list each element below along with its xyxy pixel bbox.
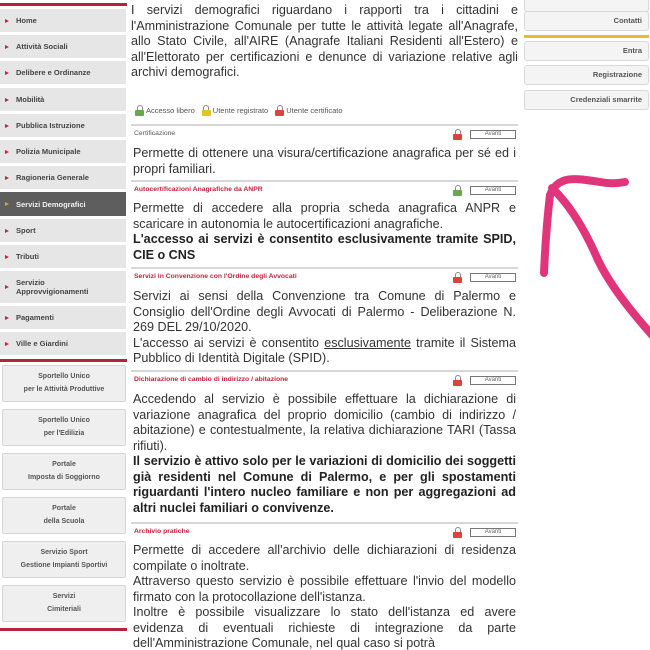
sidebar-item-label: Ville e Giardini: [16, 339, 68, 348]
sidebar-item-label: Ragioneria Generale: [16, 173, 89, 182]
intro-text: I servizi demografici riguardano i rapporti tra i cittadini e l'Amministrazione Comunale per tutte le attività legate all'Anagrafe, allo Stato Civile, all'AIRE (Anagrafe Italiani Residenti all'Estero) e all'Elettorato per certificazioni e denunce di variazione relative agli archivi demografici.: [131, 3, 518, 79]
section-body-text: Permette di accedere all'archivio delle dichiarazioni di residenza compilate o inoltrate.: [133, 543, 516, 573]
portal-servizio-sport[interactable]: [2, 541, 126, 578]
sidebar-item-label: Tributi: [16, 252, 39, 261]
section-description: [133, 289, 516, 367]
portal-line2: per le Attività Produttive: [23, 386, 105, 393]
lock-yellow-icon: [202, 105, 211, 116]
sidebar-item-label: Home: [16, 16, 37, 25]
main-content: [131, 0, 518, 650]
legend-certified-label: Utente certificato: [286, 106, 343, 115]
section-actions: [453, 185, 516, 196]
bullet-icon: [5, 176, 9, 180]
bullet-icon: [5, 124, 9, 128]
sidebar-divider: [0, 359, 127, 362]
portal-imposta-soggiorno[interactable]: [2, 453, 126, 490]
sidebar-item-label: Delibere e Ordinanze: [16, 68, 91, 77]
avanti-button[interactable]: Avanti: [470, 130, 516, 139]
legend-registered-label: Utente registrato: [212, 106, 269, 115]
portal-line1: Servizi: [52, 593, 76, 600]
sidebar-bottom-divider: [0, 628, 127, 631]
right-divider: [524, 35, 649, 38]
section-body-text-2: Attraverso questo servizio è possibile effettuare l'invio del modello firmato con la protocollazione dell'istanza.: [133, 574, 516, 604]
sidebar-item-mobilita[interactable]: [0, 88, 126, 111]
bullet-icon: [5, 285, 9, 289]
sidebar-item-servizi-demografici[interactable]: [0, 192, 126, 216]
sidebar-item-ragioneria-generale[interactable]: [0, 166, 126, 189]
bullet-icon: [5, 255, 9, 259]
portal-scuola[interactable]: [2, 497, 126, 534]
section-description: Permette di ottenere una visura/certificazione anagrafica per sé ed i propri familiari.: [133, 146, 516, 176]
sidebar-item-tributi[interactable]: [0, 245, 126, 268]
sidebar-item-sport[interactable]: [0, 219, 126, 242]
sidebar-item-pubblica-istruzione[interactable]: [0, 114, 126, 137]
section-actions: [453, 129, 516, 140]
bullet-icon: [5, 229, 9, 233]
lock-red-icon: [453, 272, 462, 283]
legend-certified: [275, 105, 342, 116]
section-actions: [453, 375, 516, 386]
portal-line2: Gestione Impianti Sportivi: [20, 562, 108, 569]
bullet-icon: [5, 71, 9, 75]
section-actions: [453, 272, 516, 283]
sidebar-item-polizia-municipale[interactable]: [0, 140, 126, 163]
portal-line2: per l'Edilizia: [43, 430, 85, 437]
portal-line1: Sportello Unico: [38, 417, 90, 424]
lock-green-icon: [453, 185, 462, 196]
section-title: Dichiarazione di cambio di indirizzo / abitazione: [134, 376, 289, 383]
section-notice: Il servizio è attivo solo per le variazioni di domicilio dei soggetti già residenti nel Comune di Palermo, e per gli spostamenti riguardanti l'intero nucleo familiare e non per aggregazioni ad altri nuclei familiari o convivenze.: [133, 454, 516, 515]
section-description: [133, 543, 516, 650]
section-description: [133, 201, 516, 263]
bullet-icon: [5, 19, 9, 23]
portal-line2: Cimiteriali: [47, 606, 81, 613]
portal-line1: Sportello Unico: [38, 373, 90, 380]
portal-line2: Imposta di Soggiorno: [28, 474, 100, 481]
bullet-icon: [5, 45, 9, 49]
sidebar-item-label: Attività Sociali: [16, 42, 68, 51]
registrazione-button[interactable]: Registrazione: [524, 65, 649, 85]
legend-registered: [202, 105, 268, 116]
section-actions: [453, 527, 516, 538]
service-convenzione-avvocati: [131, 267, 518, 370]
service-autocertificazioni-anpr: [131, 180, 518, 267]
avanti-button[interactable]: Avanti: [470, 186, 516, 195]
lock-red-icon: [453, 375, 462, 386]
section-body-text: Servizi ai sensi della Convenzione tra Comune di Palermo e Consiglio dell'Ordine degli Avvocati di Palermo - Deliberazione N. 269 DEL 29/10/2020.: [133, 289, 516, 334]
service-archivio-pratiche: [131, 522, 518, 650]
portal-line1: Portale: [52, 505, 76, 512]
portal-sue[interactable]: [2, 409, 126, 446]
sidebar-item-label: Sport: [16, 226, 36, 235]
avanti-button[interactable]: Avanti: [470, 273, 516, 282]
portal-line1: Servizio Sport: [40, 549, 88, 556]
underlined-text: esclusivamente: [324, 335, 411, 350]
lock-red-icon: [275, 105, 284, 116]
sidebar-item-approvvigionamenti[interactable]: [0, 271, 126, 303]
service-certificazione: [131, 124, 518, 180]
portal-line1: Portale: [52, 461, 76, 468]
avanti-button[interactable]: Avanti: [470, 376, 516, 385]
right-column: [523, 0, 650, 650]
sidebar-item-pagamenti[interactable]: [0, 306, 126, 329]
legend-free: [135, 105, 195, 116]
access-legend: [135, 105, 350, 116]
portal-line2: della Scuola: [43, 518, 85, 525]
sidebar-item-label: Polizia Municipale: [16, 147, 81, 156]
sidebar-item-ville-giardini[interactable]: [0, 332, 126, 355]
bullet-icon: [5, 316, 9, 320]
section-body-text-3: Inoltre è possibile visualizzare lo stato dell'istanza ed avere evidenza di eventuali richieste di integrazione da parte dell'Amministrazione Comunale, nel qual caso si potrà: [133, 605, 516, 650]
entra-button[interactable]: Entra: [524, 41, 649, 61]
lock-red-icon: [453, 527, 462, 538]
service-cambio-indirizzo: [131, 370, 518, 522]
text-fragment: L'accesso ai servizi è consentito: [133, 335, 325, 350]
sidebar-item-label: Servizi Demografici: [16, 199, 86, 209]
portal-suap[interactable]: [2, 365, 126, 402]
sidebar-item-home[interactable]: [0, 9, 126, 32]
avanti-button[interactable]: Avanti: [470, 528, 516, 537]
legend-free-label: Accesso libero: [146, 106, 195, 115]
lock-red-icon: [453, 129, 462, 140]
sidebar-item-label: Pagamenti: [16, 313, 54, 322]
section-title: Autocertificazioni Anagrafiche da ANPR: [134, 186, 263, 193]
portal-servizi-cimiteriali[interactable]: [2, 585, 126, 622]
sidebar-item-label: Servizio Approvvigionamenti: [16, 278, 89, 296]
section-description: [133, 392, 516, 516]
sidebar-item-label: Pubblica Istruzione: [16, 121, 85, 130]
credenziali-smarrite-button[interactable]: Credenziali smarrite: [524, 90, 649, 110]
section-title: Archivio pratiche: [134, 528, 190, 535]
sidebar-item-attivita-sociali[interactable]: [0, 35, 126, 58]
lock-green-icon: [135, 105, 144, 116]
text-fragment: tramite il Sistema Pubblico di Identità Digitale (SPID).: [133, 335, 516, 365]
bullet-icon: [5, 202, 9, 206]
bullet-icon: [5, 150, 9, 154]
contatti-button[interactable]: Contatti: [524, 11, 649, 31]
bullet-icon: [5, 98, 9, 102]
section-body-text: Accedendo al servizio è possibile effettuare la dichiarazione di variazione anagrafica del proprio domicilio (cambio di indirizzo / abitazione) e contestualmente, la relativa dichiarazione TARI (Tassa rifiuti).: [133, 392, 516, 453]
section-body-text: Permette di accedere alla propria scheda anagrafica ANPR e scaricare in autonomia le autocertificazioni anagrafiche.: [133, 201, 516, 231]
sidebar-top-divider: [0, 3, 127, 6]
sidebar-item-delibere[interactable]: [0, 61, 126, 84]
section-body-text-2: [133, 336, 516, 367]
section-notice: L'accesso ai servizi è consentito esclusivamente tramite SPID, CIE o CNS: [133, 232, 516, 262]
sidebar-nav: [0, 0, 127, 650]
section-title: Servizi in Convenzione con l'Ordine degli Avvocati: [134, 273, 297, 280]
section-title: Certificazione: [134, 130, 176, 137]
bullet-icon: [5, 342, 9, 346]
sidebar-item-label: Mobilità: [16, 95, 45, 104]
